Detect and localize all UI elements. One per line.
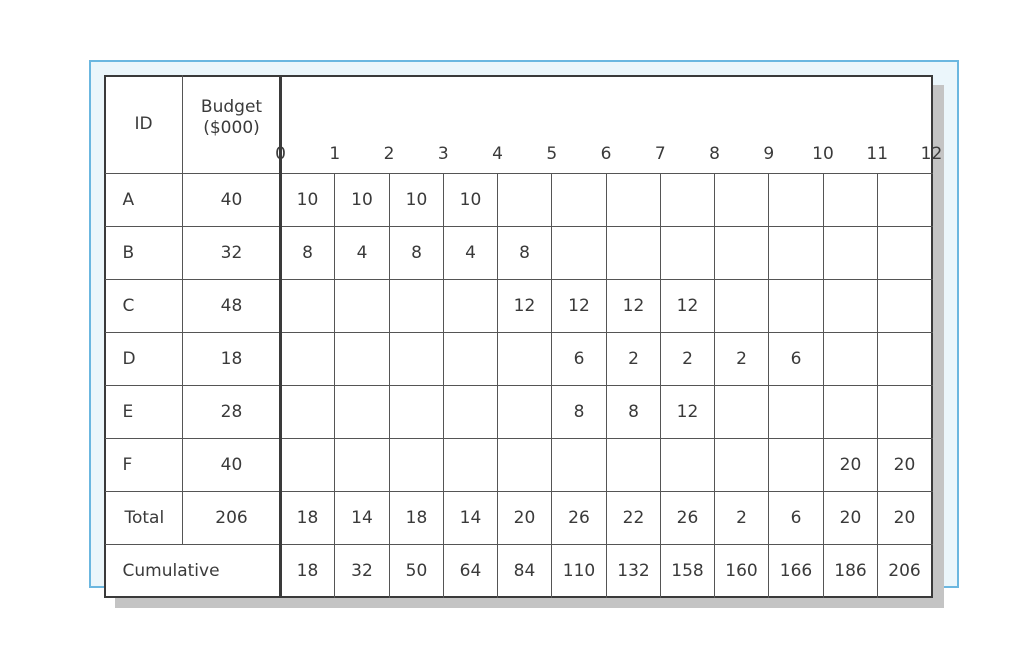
cumulative-label: Cumulative — [122, 561, 220, 581]
period-cost-cell — [824, 227, 878, 280]
activity-id: F — [122, 455, 133, 475]
period-cost-cell — [335, 280, 390, 333]
cumulative-cell: 158 — [671, 561, 704, 581]
period-cost-cell — [281, 333, 335, 386]
period-cost-cell — [715, 439, 769, 492]
id-column-header: ID — [134, 114, 153, 134]
period-cost-cell — [552, 439, 607, 492]
cumulative-cell: 132 — [617, 561, 650, 581]
period-cost-cell — [607, 439, 661, 492]
total-cell: 20 — [513, 508, 536, 528]
period-cost-cell — [878, 280, 932, 333]
period-cost-cell: 12 — [622, 296, 645, 316]
period-cost-cell — [824, 386, 878, 439]
period-cost-cell — [661, 227, 715, 280]
total-cell: 20 — [839, 508, 862, 528]
period-cost-cell — [444, 386, 498, 439]
total-cell: 14 — [351, 508, 373, 528]
period-cost-cell — [824, 174, 878, 227]
cumulative-cell: 84 — [513, 561, 536, 581]
period-cost-cell: 8 — [519, 243, 530, 263]
time-tick-label: 1 — [329, 143, 341, 164]
period-cost-cell — [444, 280, 498, 333]
total-cell: 20 — [893, 508, 916, 528]
time-tick-label: 6 — [600, 143, 612, 164]
period-cost-cell: 8 — [302, 243, 313, 263]
period-cost-cell — [390, 386, 444, 439]
period-cost-cell: 12 — [676, 296, 699, 316]
period-cost-cell: 2 — [682, 349, 693, 369]
period-cost-cell — [390, 439, 444, 492]
period-cost-cell — [824, 280, 878, 333]
period-cost-cell — [769, 439, 824, 492]
period-cost-cell: 20 — [893, 455, 916, 475]
activity-id: C — [122, 296, 135, 316]
activity-budget: 40 — [220, 190, 243, 210]
cumulative-cell: 18 — [296, 561, 319, 581]
period-cost-cell: 10 — [459, 190, 482, 210]
period-cost-cell — [281, 280, 335, 333]
period-cost-cell — [498, 439, 552, 492]
period-cost-cell — [769, 174, 824, 227]
total-budget: 206 — [215, 508, 248, 528]
period-cost-cell — [498, 174, 552, 227]
cumulative-cell: 206 — [888, 561, 921, 581]
time-tick-label: 11 — [866, 143, 889, 164]
period-cost-cell — [390, 333, 444, 386]
total-cell: 6 — [790, 508, 802, 528]
period-cost-cell — [281, 439, 335, 492]
cumulative-cell: 166 — [779, 561, 813, 581]
period-cost-cell — [498, 386, 552, 439]
period-cost-cell — [715, 227, 769, 280]
period-cost-cell: 12 — [513, 296, 536, 316]
activity-id: B — [122, 243, 135, 263]
period-cost-cell: 10 — [351, 190, 373, 210]
period-cost-cell — [552, 174, 607, 227]
period-cost-cell: 6 — [573, 349, 585, 369]
activity-budget: 18 — [220, 349, 243, 369]
period-cost-cell — [335, 386, 390, 439]
period-cost-cell — [661, 439, 715, 492]
period-cost-cell: 4 — [356, 243, 368, 263]
period-cost-cell: 10 — [405, 190, 428, 210]
period-cost-cell — [444, 439, 498, 492]
period-cost-cell — [498, 333, 552, 386]
period-cost-cell — [824, 333, 878, 386]
time-tick-label: 0 — [275, 143, 286, 164]
total-cell: 18 — [296, 508, 319, 528]
total-cell: 18 — [405, 508, 428, 528]
period-cost-cell — [552, 227, 607, 280]
period-cost-cell: 12 — [676, 402, 699, 422]
activity-id: E — [122, 402, 134, 422]
period-cost-cell — [769, 386, 824, 439]
activity-id: A — [122, 190, 135, 210]
activity-budget: 40 — [220, 455, 243, 475]
period-cost-cell: 4 — [465, 243, 476, 263]
period-cost-cell: 2 — [628, 349, 639, 369]
period-cost-cell — [878, 227, 932, 280]
time-tick-label: 9 — [763, 143, 775, 164]
time-tick-label: 4 — [492, 143, 503, 164]
cumulative-cell: 110 — [562, 561, 596, 581]
period-cost-cell — [661, 174, 715, 227]
period-cost-cell: 2 — [736, 349, 747, 369]
total-cell: 22 — [622, 508, 645, 528]
cumulative-cell: 64 — [459, 561, 482, 581]
period-cost-cell — [878, 386, 932, 439]
total-cell: 14 — [459, 508, 482, 528]
period-cost-cell — [715, 386, 769, 439]
total-cell: 26 — [568, 508, 590, 528]
period-cost-cell: 12 — [568, 296, 590, 316]
time-tick-label: 2 — [383, 143, 395, 164]
total-cell: 26 — [676, 508, 699, 528]
period-cost-cell — [878, 333, 932, 386]
budget-column-header — [183, 95, 281, 141]
time-tick-label: 8 — [709, 143, 720, 164]
period-cost-cell: 10 — [296, 190, 319, 210]
period-cost-cell: 6 — [790, 349, 802, 369]
cumulative-cell: 32 — [351, 561, 373, 581]
activity-id: D — [122, 349, 136, 369]
period-cost-cell — [715, 280, 769, 333]
period-cost-cell: 8 — [411, 243, 422, 263]
period-cost-cell — [281, 386, 335, 439]
period-cost-cell — [769, 227, 824, 280]
time-tick-label: 10 — [812, 143, 834, 164]
period-cost-cell — [444, 333, 498, 386]
period-cost-cell — [335, 439, 390, 492]
activity-budget: 32 — [220, 243, 243, 263]
period-cost-cell: 8 — [628, 402, 639, 422]
budget-header-line2: ($000) — [203, 117, 260, 138]
period-cost-cell — [390, 280, 444, 333]
budget-schedule-table — [104, 75, 943, 598]
activity-budget: 28 — [220, 402, 243, 422]
period-cost-cell: 8 — [573, 402, 585, 422]
cumulative-cell: 160 — [725, 561, 758, 581]
total-cell: 2 — [736, 508, 747, 528]
time-tick-label: 3 — [437, 143, 449, 164]
period-cost-cell — [335, 333, 390, 386]
time-tick-label: 5 — [546, 143, 558, 164]
period-cost-cell — [607, 174, 661, 227]
period-cost-cell — [769, 280, 824, 333]
total-label: Total — [124, 508, 165, 528]
time-tick-label: 7 — [654, 143, 666, 164]
period-cost-cell — [607, 227, 661, 280]
period-cost-cell — [878, 174, 932, 227]
period-cost-cell — [715, 174, 769, 227]
time-tick-label: 12 — [920, 143, 943, 164]
period-cost-cell: 20 — [839, 455, 862, 475]
budget-header-line1: Budget — [200, 96, 263, 117]
activity-budget: 48 — [220, 296, 243, 316]
cumulative-cell: 50 — [405, 561, 428, 581]
cumulative-cell: 186 — [834, 561, 867, 581]
